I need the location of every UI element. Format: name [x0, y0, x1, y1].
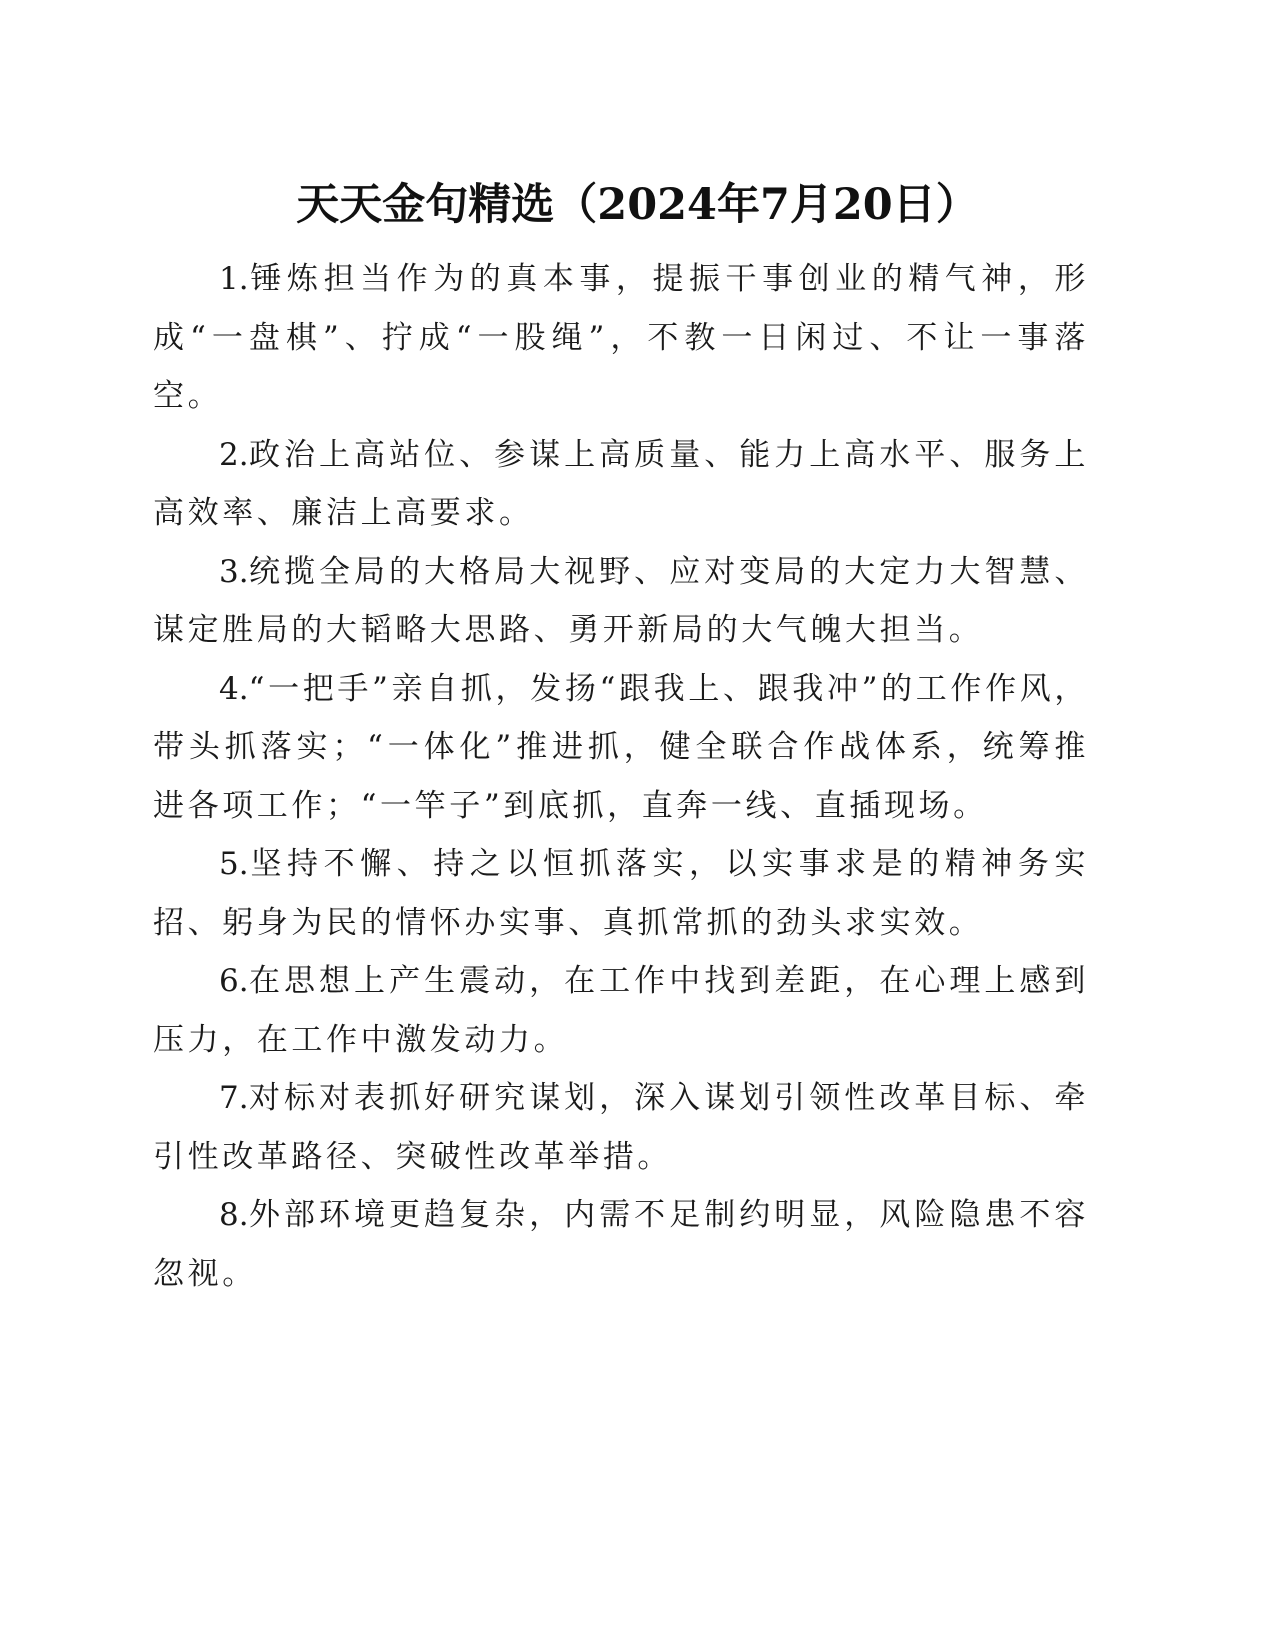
item-text: 锤炼担当作为的真本事，提振干事创业的精气神，形成“一盘棋”、拧成“一股绳”，不教一日闲过、不让一事落空。: [153, 261, 1089, 414]
document-title: 天天金句精选（2024年7月20日）: [296, 180, 979, 230]
list-item: [153, 835, 1089, 952]
list-item: [153, 660, 1089, 836]
item-number: 8.: [219, 1197, 249, 1233]
item-number: 6.: [219, 963, 249, 999]
item-text: “一把手”亲自抓，发扬“跟我上、跟我冲”的工作作风，带头抓落实；“一体化”推进抓，健全联合作战体系，统筹推进各项工作；“一竿子”到底抓，直奔一线、直插现场。: [153, 670, 1089, 824]
list-item: [153, 1069, 1089, 1186]
item-text: 政治上高站位、参谋上高质量、能力上高水平、服务上高效率、廉洁上高要求。: [153, 436, 1089, 531]
item-text: 统揽全局的大格局大视野、应对变局的大定力大智慧、谋定胜局的大韬略大思路、勇开新局的大气魄大担当。: [153, 553, 1089, 648]
item-number: 5.: [219, 846, 249, 882]
list-item: [153, 250, 1089, 426]
list-item: [153, 426, 1089, 543]
item-text: 在思想上产生震动，在工作中找到差距，在心理上感到压力，在工作中激发动力。: [153, 963, 1089, 1058]
list-item: [153, 952, 1089, 1069]
item-number: 4.: [219, 670, 249, 707]
item-text: 对标对表抓好研究谋划，深入谋划引领性改革目标、牵引性改革路径、突破性改革举措。: [153, 1080, 1089, 1175]
item-number: 3.: [219, 553, 249, 590]
item-text: 坚持不懈、持之以恒抓落实，以实事求是的精神务实招、躬身为民的情怀办实事、真抓常抓的劲头求实效。: [153, 846, 1089, 941]
list-item: [153, 543, 1089, 660]
quote-list: [153, 250, 1089, 1303]
item-text: 外部环境更趋复杂，内需不足制约明显，风险隐患不容忽视。: [153, 1197, 1089, 1292]
item-number: 1.: [219, 261, 249, 297]
list-item: [153, 1186, 1089, 1303]
item-number: 7.: [219, 1080, 249, 1116]
item-number: 2.: [219, 436, 249, 473]
